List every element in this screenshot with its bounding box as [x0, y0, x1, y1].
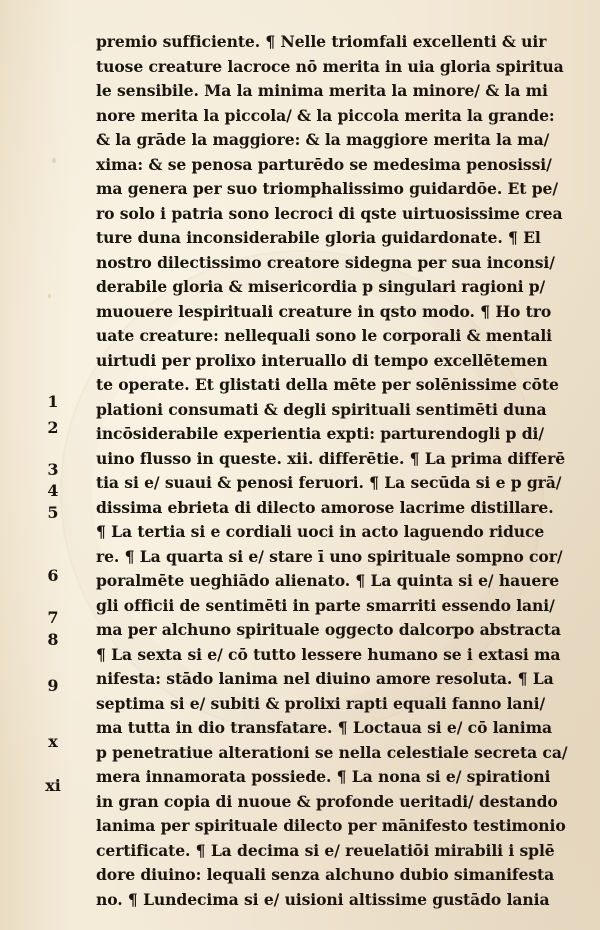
text-line: uino flusso in queste. xii. differētie. ¶ La prima differē	[96, 448, 566, 468]
text-line: dore diuino: lequali senza alchuno dubio simanifesta	[96, 865, 555, 884]
text-line: nifesta: stādo lanima nel diuino amore resoluta. ¶ La	[96, 669, 554, 688]
margin-number: 2	[47, 418, 59, 437]
text-line: mera innamorata possiede. ¶ La nona si e/ spirationi	[96, 767, 551, 786]
ink-mark	[52, 158, 56, 163]
margin-number: 7	[47, 608, 59, 627]
text-line: ¶ La sexta si e/ cō tutto lessere humano se i extasi ma	[96, 644, 561, 664]
text-line: nore merita la piccola/ & la piccola merita la grande:	[96, 105, 555, 125]
margin-number: x	[48, 732, 58, 751]
text-line: ¶ La tertia si e cordiali uoci in acto laguendo riduce	[96, 522, 545, 541]
text-line: incōsiderabile experientia expti: parturendogli p di/	[96, 424, 544, 443]
text-line: p penetratiue alterationi se nella celestiale secreta ca/	[96, 742, 568, 762]
margin-number: 6	[47, 566, 59, 585]
text-line: muouere lespirituali creature in qsto modo. ¶ Ho tro	[96, 301, 552, 321]
text-line: ture duna inconsiderabile gloria guidardonate. ¶ El	[96, 228, 541, 247]
text-line: uirtudi per prolixo interuallo di tempo excellētemen	[96, 350, 548, 370]
text-line: lanima per spirituale dilecto per mānifesto testimonio	[96, 816, 566, 835]
text-line: re. ¶ La quarta si e/ stare ī uno spirituale sompno cor/	[96, 546, 563, 566]
body-text	[96, 30, 568, 912]
text-line: & la grāde la maggiore: & la maggiore merita la ma/	[96, 130, 550, 149]
text-line: te operate. Et glistati della mēte per solēnissime cōte	[96, 375, 559, 394]
text-line: tuose creature lacroce nō merita in uia gloria spiritua	[96, 56, 564, 76]
text-line: dissima ebrieta di dilecto amorose lacrime distillare.	[96, 497, 554, 517]
text-line: xima: & se penosa parturēdo se medesima penosissi/	[96, 154, 552, 174]
margin-number: 9	[47, 676, 59, 695]
text-line: nostro dilectissimo creatore sidegna per sua inconsi/	[96, 252, 555, 272]
margin-number: xi	[45, 776, 61, 795]
text-line: certificate. ¶ La decima si e/ reuelatiōi mirabili i splē	[96, 840, 555, 860]
ink-mark	[48, 294, 51, 298]
text-line: in gran copia di nuoue & profonde ueritadi/ destando	[96, 791, 558, 811]
margin-number: 1	[47, 392, 59, 411]
text-line: gli officii de sentimēti in parte smarriti essendo lani/	[96, 595, 555, 615]
text-line: premio sufficiente. ¶ Nelle triomfali excellenti & uir	[96, 32, 547, 51]
text-line: le sensibile. Ma la minima merita la minore/ & la mi	[96, 81, 548, 100]
margin-number: 3	[47, 460, 59, 479]
text-line: ma tutta in dio transfatare. ¶ Loctaua si e/ cō lanima	[96, 718, 552, 737]
text-line: uate creature: nellequali sono le corporali & mentali	[96, 326, 552, 345]
text-line: ma per alchuno spirituale oggecto dalcorpo abstracta	[96, 620, 561, 639]
margin-number: 4	[47, 481, 59, 500]
text-line: septima si e/ subiti & prolixi rapti equali fanno lani/	[96, 693, 546, 713]
text-line: no. ¶ Lundecima si e/ uisioni altissime gustādo lania	[96, 889, 550, 909]
text-line: poralmēte ueghiādo alienato. ¶ La quinta si e/ hauere	[96, 571, 560, 590]
margin-number: 8	[47, 630, 59, 649]
text-line: ma genera per suo triomphalissimo guidardōe. Et pe/	[96, 179, 558, 198]
text-line: tia si e/ suaui & penosi feruori. ¶ La secūda si e p grā/	[96, 473, 562, 492]
text-line: ro solo i patria sono lecroci di qste uirtuosissime crea	[96, 203, 563, 223]
margin-number: 5	[47, 503, 59, 522]
text-line: plationi consumati & degli spirituali sentimēti duna	[96, 399, 547, 419]
text-line: derabile gloria & misericordia p singulari ragioni p/	[96, 277, 546, 296]
